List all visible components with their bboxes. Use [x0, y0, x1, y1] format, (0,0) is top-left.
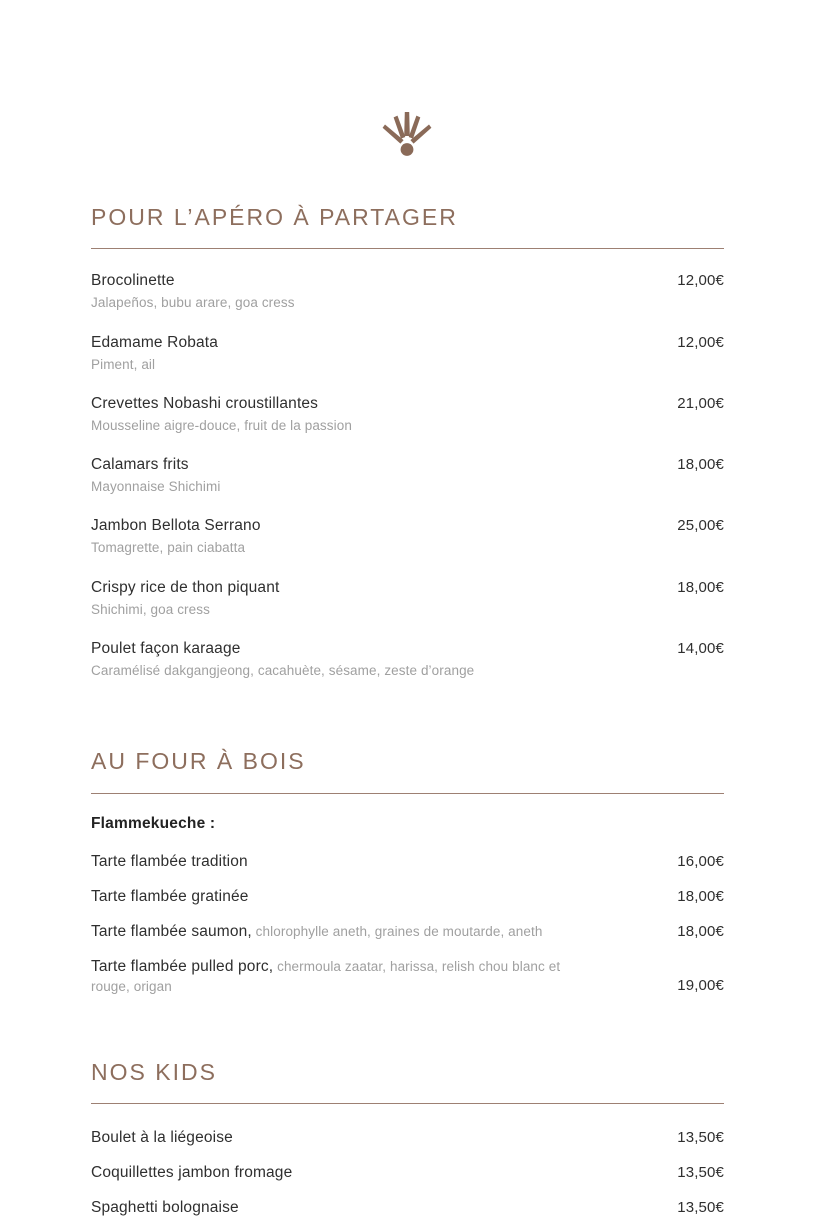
menu-item[interactable]	[91, 957, 724, 996]
menu-item[interactable]	[91, 578, 724, 619]
menu-item-description: Mayonnaise Shichimi	[91, 479, 221, 495]
menu-item[interactable]	[91, 455, 724, 496]
menu-item[interactable]	[91, 639, 724, 680]
menu-item-price: 18,00€	[677, 456, 724, 474]
menu-item-price: 25,00€	[677, 517, 724, 535]
menu-item-list-kids	[91, 1128, 724, 1219]
menu-item-main	[91, 887, 677, 908]
menu-item-description: Tomagrette, pain ciabatta	[91, 540, 246, 556]
menu-item-description: Piment, ail	[91, 356, 156, 372]
menu-item-name: Boulet à la liégeoise	[91, 1128, 233, 1146]
menu-item[interactable]	[91, 516, 724, 557]
menu-item-name: Crevettes Nobashi croustillantes	[91, 394, 319, 412]
menu-item-price: 14,00€	[677, 639, 724, 657]
menu-item-name: Tarte flambée saumon,	[91, 923, 252, 941]
menu-item-main	[91, 271, 677, 312]
section-divider	[91, 793, 724, 794]
menu-item[interactable]	[91, 852, 724, 873]
menu-item-price: 13,50€	[677, 1163, 724, 1181]
menu-item-main	[91, 1198, 677, 1219]
menu-item-name: Edamame Robata	[91, 333, 219, 351]
section-spacer	[91, 997, 724, 1041]
menu-item-description: Shichimi, goa cress	[91, 601, 210, 617]
menu-item-name: Tarte flambée pulled porc,	[91, 958, 274, 976]
menu-item-main	[91, 852, 677, 873]
menu-item-name: Crispy rice de thon piquant	[91, 578, 280, 596]
menu-item-price: 18,00€	[677, 888, 724, 906]
menu-item-name: Calamars frits	[91, 456, 189, 474]
menu-item-price: 18,00€	[677, 923, 724, 941]
menu-item-list-flammekueche	[91, 814, 724, 997]
menu-section-four-a-bois	[91, 749, 724, 996]
menu-item-description: Caramélisé dakgangjeong, cacahuète, sésame, zeste d’orange	[91, 662, 475, 678]
menu-item-main	[91, 922, 677, 943]
menu-item-name: Coquillettes jambon fromage	[91, 1163, 293, 1181]
section-title-apero: POUR L’APÉRO À PARTAGER	[91, 204, 458, 231]
section-divider	[91, 1103, 724, 1104]
menu-item-price: 16,00€	[677, 853, 724, 871]
menu-item-main	[91, 957, 577, 996]
menu-item-name: Poulet façon karaage	[91, 639, 241, 657]
menu-item[interactable]	[91, 887, 724, 908]
menu-item-name: Brocolinette	[91, 272, 175, 290]
menu-item-name: Jambon Bellota Serrano	[91, 517, 261, 535]
fan-sunburst-logo-icon	[378, 110, 436, 162]
menu-item-price: 21,00€	[677, 394, 724, 412]
menu-item-name: Spaghetti bolognaise	[91, 1198, 239, 1216]
menu-item-main	[91, 1163, 677, 1184]
section-spacer	[91, 680, 724, 730]
section-divider	[91, 248, 724, 249]
menu-item-main	[91, 639, 677, 680]
menu-item-main	[91, 333, 677, 374]
section-title-kids: NOS KIDS	[91, 1058, 217, 1085]
menu-section-apero	[91, 205, 724, 680]
menu-item-main	[91, 1128, 677, 1149]
menu-item-name: Tarte flambée tradition	[91, 853, 248, 871]
menu-item-price: 12,00€	[677, 333, 724, 351]
menu-item-main	[91, 455, 677, 496]
menu-item-price: 13,50€	[677, 1128, 724, 1146]
menu-item-price: 18,00€	[677, 578, 724, 596]
section-title-four-a-bois: AU FOUR À BOIS	[91, 748, 306, 775]
menu-item-description: chlorophylle aneth, graines de moutarde, aneth	[251, 924, 543, 940]
menu-item-price: 12,00€	[677, 272, 724, 290]
subsection-heading-flammekueche: Flammekueche :	[91, 814, 216, 832]
menu-content	[91, 186, 724, 1219]
menu-section-kids	[91, 1060, 724, 1219]
restaurant-logo	[0, 110, 814, 162]
menu-item[interactable]	[91, 333, 724, 374]
menu-item-description: Jalapeños, bubu arare, goa cress	[91, 295, 295, 311]
menu-item-main	[91, 516, 677, 557]
menu-item-list-apero	[91, 271, 724, 680]
menu-item-description: Mousseline aigre-douce, fruit de la passion	[91, 417, 352, 433]
menu-item-price: 19,00€	[677, 977, 724, 995]
menu-item[interactable]	[91, 1128, 724, 1149]
menu-item[interactable]	[91, 922, 724, 943]
menu-item[interactable]	[91, 1163, 724, 1184]
menu-item[interactable]	[91, 1198, 724, 1219]
menu-item-price: 13,50€	[677, 1198, 724, 1216]
menu-item[interactable]	[91, 394, 724, 435]
menu-item-description: chermoula zaatar, harissa, relish chou blanc et rouge, origan	[91, 959, 561, 995]
menu-item-main	[91, 394, 677, 435]
menu-item-name: Tarte flambée gratinée	[91, 888, 249, 906]
menu-item-main	[91, 578, 677, 619]
menu-item[interactable]	[91, 271, 724, 312]
